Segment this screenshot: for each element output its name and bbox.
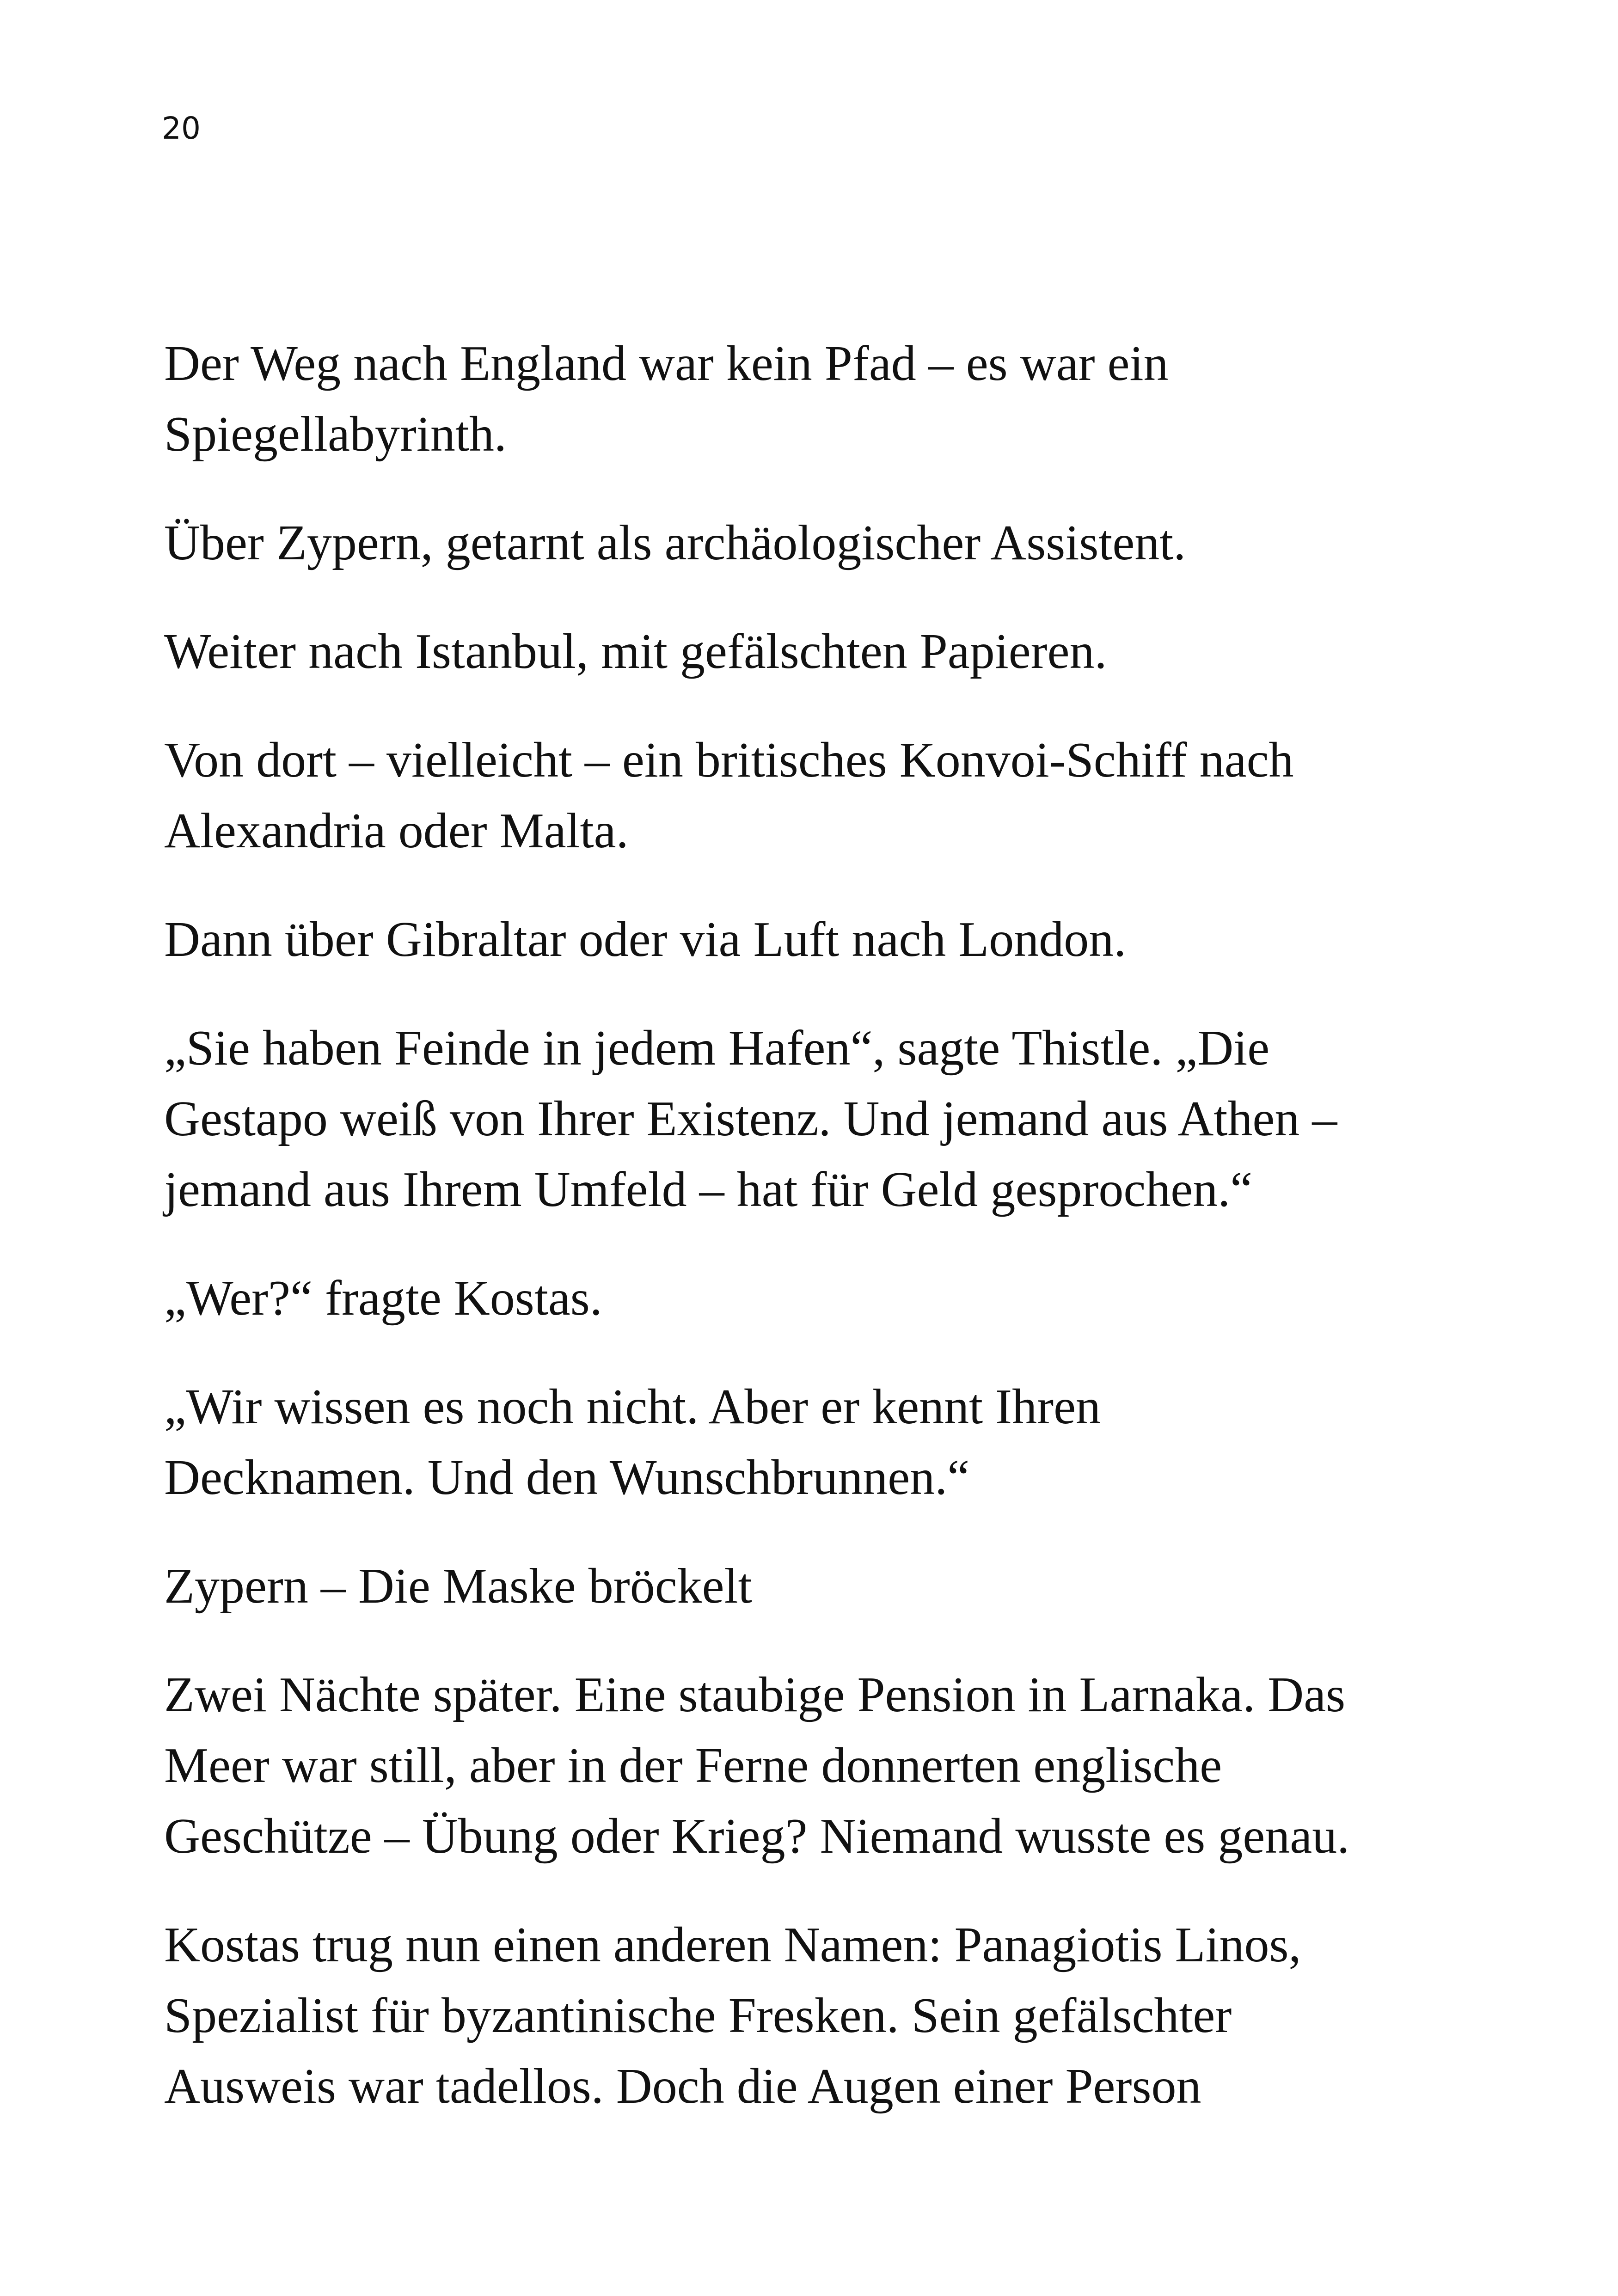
- paragraph-weiter-nach-istanbul: [164, 616, 1468, 687]
- text-line: Zypern – Die Maske bröckelt: [164, 1559, 752, 1614]
- paragraph-wir-wissen-es-nicht: [164, 1371, 1468, 1513]
- text-line: „Sie haben Feinde in jedem Hafen“, sagte Thistle. „Die: [164, 1021, 1270, 1076]
- page-body-text: [164, 328, 1468, 2160]
- text-line: Meer war still, aber in der Ferne donnerten englische: [164, 1738, 1222, 1793]
- text-line: „Wer?“ fragte Kostas.: [164, 1271, 602, 1326]
- text-line: Weiter nach Istanbul, mit gefälschten Papieren.: [164, 624, 1107, 679]
- text-line: Über Zypern, getarnt als archäologischer Assistent.: [164, 515, 1186, 570]
- paragraph-wer-fragte-kostas: [164, 1263, 1468, 1334]
- text-line: Spiegellabyrinth.: [164, 407, 507, 462]
- text-line: Decknamen. Und den Wunschbrunnen.“: [164, 1450, 970, 1505]
- text-line: Gestapo weiß von Ihrer Existenz. Und jemand aus Athen –: [164, 1091, 1337, 1146]
- text-line: Ausweis war tadellos. Doch die Augen einer Person: [164, 2059, 1201, 2114]
- text-line: Alexandria oder Malta.: [164, 803, 629, 858]
- text-line: Dann über Gibraltar oder via Luft nach London.: [164, 912, 1127, 967]
- section-heading-zypern: [164, 1551, 1468, 1622]
- text-line: Geschütze – Übung oder Krieg? Niemand wusste es genau.: [164, 1809, 1350, 1864]
- paragraph-kostas-neuer-name: [164, 1910, 1468, 2122]
- text-line: Der Weg nach England war kein Pfad – es war ein: [164, 336, 1169, 391]
- text-line: Zwei Nächte später. Eine staubige Pension in Larnaka. Das: [164, 1667, 1346, 1722]
- text-line: Von dort – vielleicht – ein britisches Konvoi-Schiff nach: [164, 733, 1294, 788]
- text-line: jemand aus Ihrem Umfeld – hat für Geld gesprochen.“: [164, 1162, 1253, 1217]
- paragraph-von-dort: [164, 725, 1468, 866]
- text-line: Kostas trug nun einen anderen Namen: Panagiotis Linos,: [164, 1917, 1301, 1972]
- paragraph-dann-ueber-gibraltar: [164, 904, 1468, 975]
- paragraph-zwei-naechte-spaeter: [164, 1659, 1468, 1872]
- text-line: Spezialist für byzantinische Fresken. Sein gefälschter: [164, 1988, 1232, 2043]
- paragraph-ueber-zypern: [164, 508, 1468, 578]
- page-number: 20: [162, 110, 201, 146]
- paragraph-thistle-dialogue: [164, 1013, 1468, 1225]
- paragraph-weg-nach-england: [164, 328, 1468, 470]
- text-line: „Wir wissen es noch nicht. Aber er kennt Ihren: [164, 1379, 1101, 1434]
